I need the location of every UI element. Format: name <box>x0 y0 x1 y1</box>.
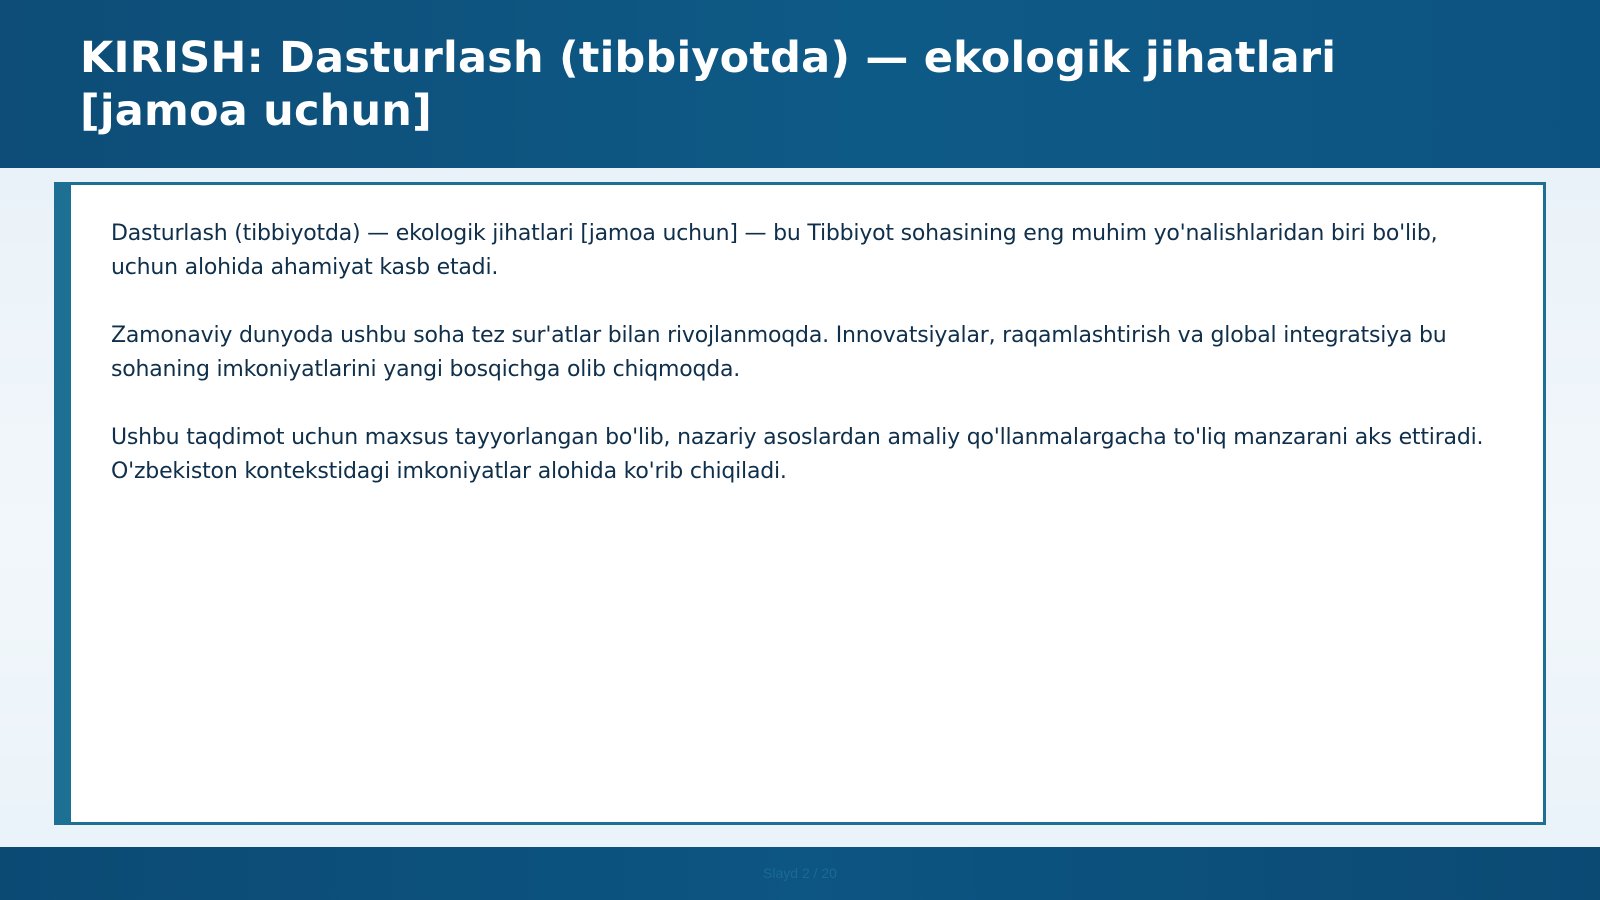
content-card <box>54 182 1546 825</box>
paragraph-3: Ushbu taqdimot uchun maxsus tayyorlangan bo'lib, nazariy asoslardan amaliy qo'llanmalargacha to'liq manzarani aks ettiradi. O'zbekiston kontekstidagi imkoniyatlar alohida ko'rib chiqiladi. <box>111 425 1484 484</box>
slide-title: KIRISH: Dasturlash (tibbiyotda) — ekologik jihatlari [jamoa uchun] <box>80 33 1337 136</box>
slide-header <box>0 0 1600 168</box>
paragraph-1: Dasturlash (tibbiyotda) — ekologik jihatlari [jamoa uchun] — bu Tibbiyot sohasining eng muhim yo'nalishlaridan biri bo'lib, uchun alohida ahamiyat kasb etadi. <box>111 221 1438 280</box>
paragraph-2: Zamonaviy dunyoda ushbu soha tez sur'atlar bilan rivojlanmoqda. Innovatsiyalar, raqamlashtirish va global integratsiya bu sohaning imkoniyatlarini yangi bosqichga olib chiqmoqda. <box>111 323 1447 382</box>
slide-number: Slayd 2 / 20 <box>763 865 837 881</box>
slide-footer <box>0 847 1600 900</box>
